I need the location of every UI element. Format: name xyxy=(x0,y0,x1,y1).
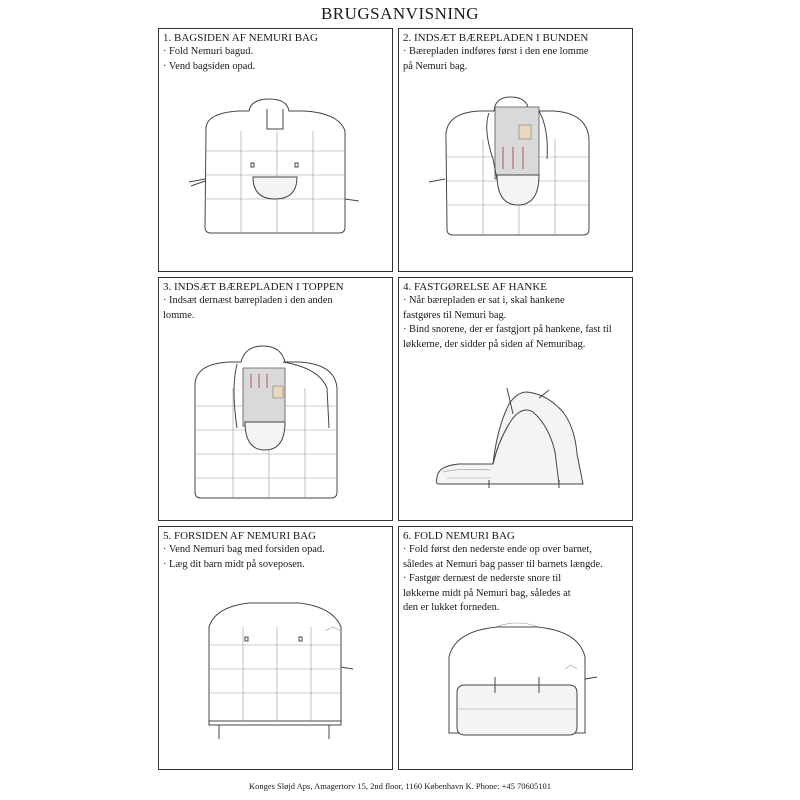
step-3-text: · Indsæt dernæst bærepladen i den anden lomme. xyxy=(163,295,333,321)
step-5-panel xyxy=(158,526,393,770)
step-6-panel xyxy=(398,526,633,770)
step-2-text: · Bærepladen indføres først i den ene lomme på Nemuri bag. xyxy=(403,46,589,72)
step-6-heading: 6. FOLD NEMURI BAG xyxy=(403,530,515,542)
step-4-text: · Når bærepladen er sat i, skal hankene fastgøres til Nemuri bag. · Bind snorene, der er fastgjort på hankene, fast til løkkerne, der sidder på siden af Nemuribag. xyxy=(403,295,612,350)
step-2-heading: 2. INDSÆT BÆREPLADEN I BUNDEN xyxy=(403,32,589,44)
page-title: BRUGSANVISNING xyxy=(320,4,480,23)
step-4-heading: 4. FASTGØRELSE AF HANKE xyxy=(403,281,548,293)
step-1-panel xyxy=(158,28,393,272)
step-4-panel xyxy=(398,277,633,521)
step-6-text: · Fold først den nederste ende op over barnet, således at Nemuri bag passer til barnets længde. · Fastgør dernæst de nederste snore til løkkerne midt på Nemuri bag, således at den er lukket forneden. xyxy=(403,544,603,613)
step-3-heading: 3. INDSÆT BÆREPLADEN I TOPPEN xyxy=(163,281,344,293)
company-footer: Konges Sløjd Aps, Amagertorv 15, 2nd floor, 1160 København K. Phone: +45 70605101 xyxy=(248,781,552,791)
step-5-text: · Vend Nemuri bag med forsiden opad. · Læg dit barn midt på soveposen. xyxy=(163,544,325,570)
step-3-panel xyxy=(158,277,393,521)
step-1-text: · Fold Nemuri bagud. · Vend bagsiden opad. xyxy=(163,46,256,72)
step-5-heading: 5. FORSIDEN AF NEMURI BAG xyxy=(163,530,317,542)
step-1-heading: 1. BAGSIDEN AF NEMURI BAG xyxy=(163,32,318,44)
step-2-panel xyxy=(398,28,633,272)
